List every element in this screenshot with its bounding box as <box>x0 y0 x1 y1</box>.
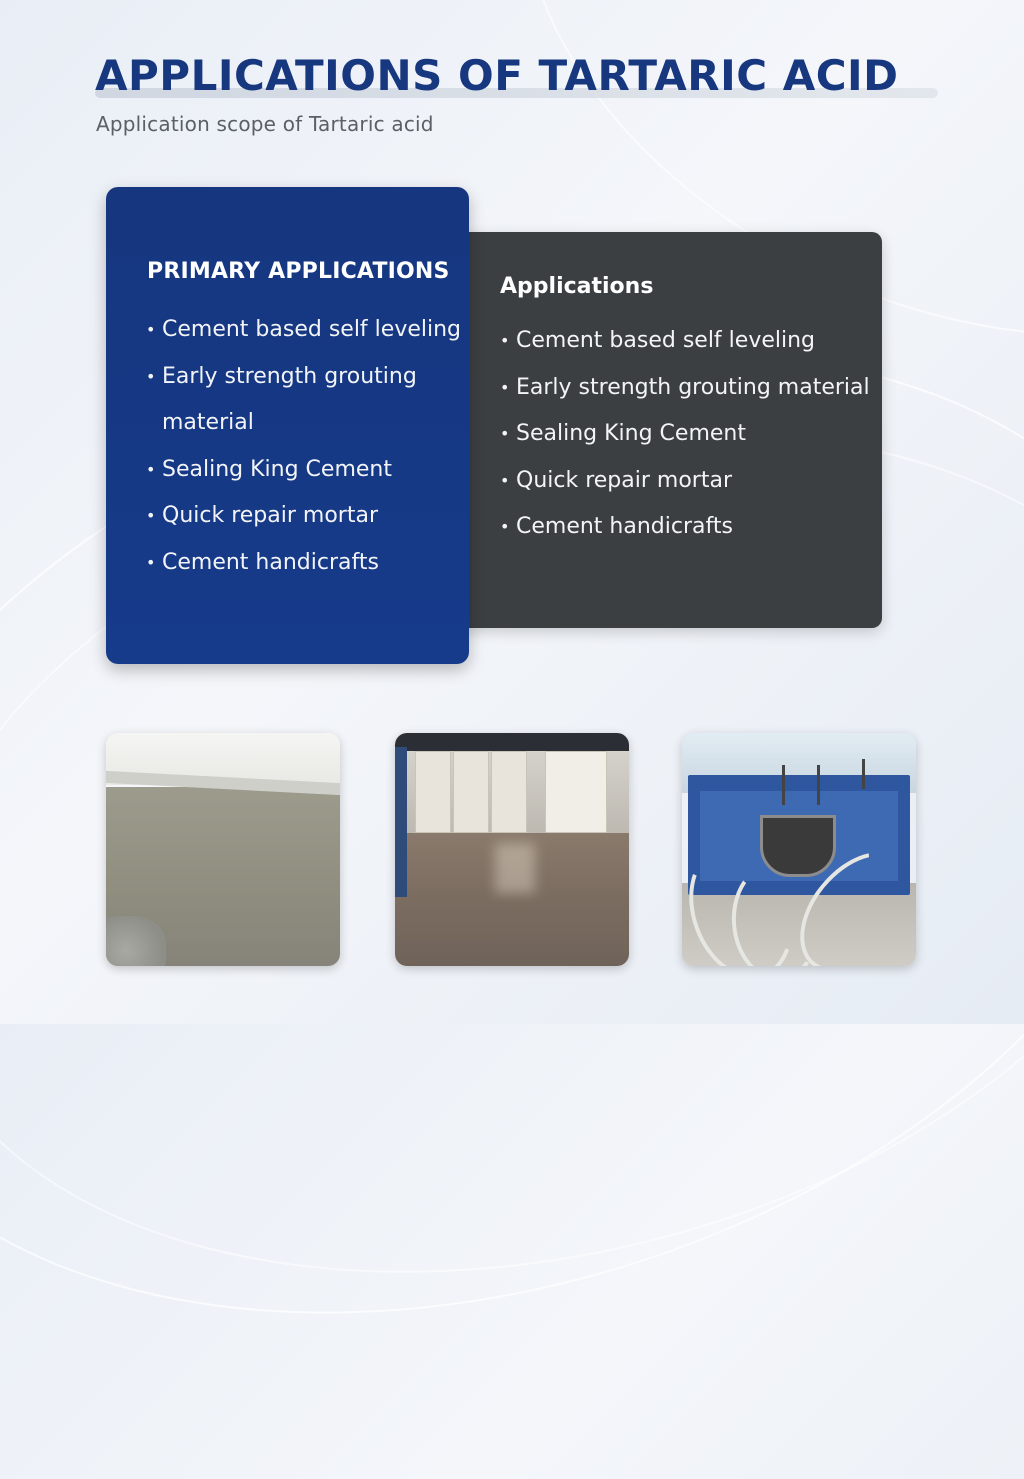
wall-panel <box>545 751 607 833</box>
list-item: • Cement handicrafts <box>500 504 872 551</box>
applications-list <box>500 318 872 551</box>
page-subtitle: Application scope of Tartaric acid <box>96 112 434 136</box>
wall-panel <box>491 751 527 833</box>
primary-applications-list <box>146 307 466 586</box>
applications-card <box>420 232 882 628</box>
list-item: • Quick repair mortar <box>500 458 872 505</box>
primary-applications-heading: PRIMARY APPLICATIONS <box>147 259 450 284</box>
list-item: • Sealing King Cement <box>146 447 466 494</box>
garage-floor-photo <box>395 733 629 966</box>
list-item: • Early strength grouting material <box>500 365 872 412</box>
list-item: • Cement handicrafts <box>146 540 466 587</box>
header <box>95 50 940 102</box>
grouting-machine-photo <box>682 733 916 966</box>
list-item: • Sealing King Cement <box>500 411 872 458</box>
page-title: APPLICATIONS OF TARTARIC ACID <box>95 51 899 100</box>
pole <box>782 765 785 805</box>
list-item: • Cement based self leveling <box>146 307 466 354</box>
primary-applications-card <box>106 187 469 664</box>
wall-panel <box>415 751 451 833</box>
list-item: • Quick repair mortar <box>146 493 466 540</box>
pole <box>862 759 865 789</box>
applications-heading: Applications <box>500 274 654 299</box>
self-leveling-floor-photo <box>106 733 340 966</box>
wall-panel <box>453 751 489 833</box>
list-item: • Cement based self leveling <box>500 318 872 365</box>
pillar <box>395 747 407 897</box>
ceiling <box>395 733 629 751</box>
pole <box>817 765 820 805</box>
list-item: • Early strength grouting material <box>146 354 466 447</box>
floor-reflection <box>495 843 535 893</box>
